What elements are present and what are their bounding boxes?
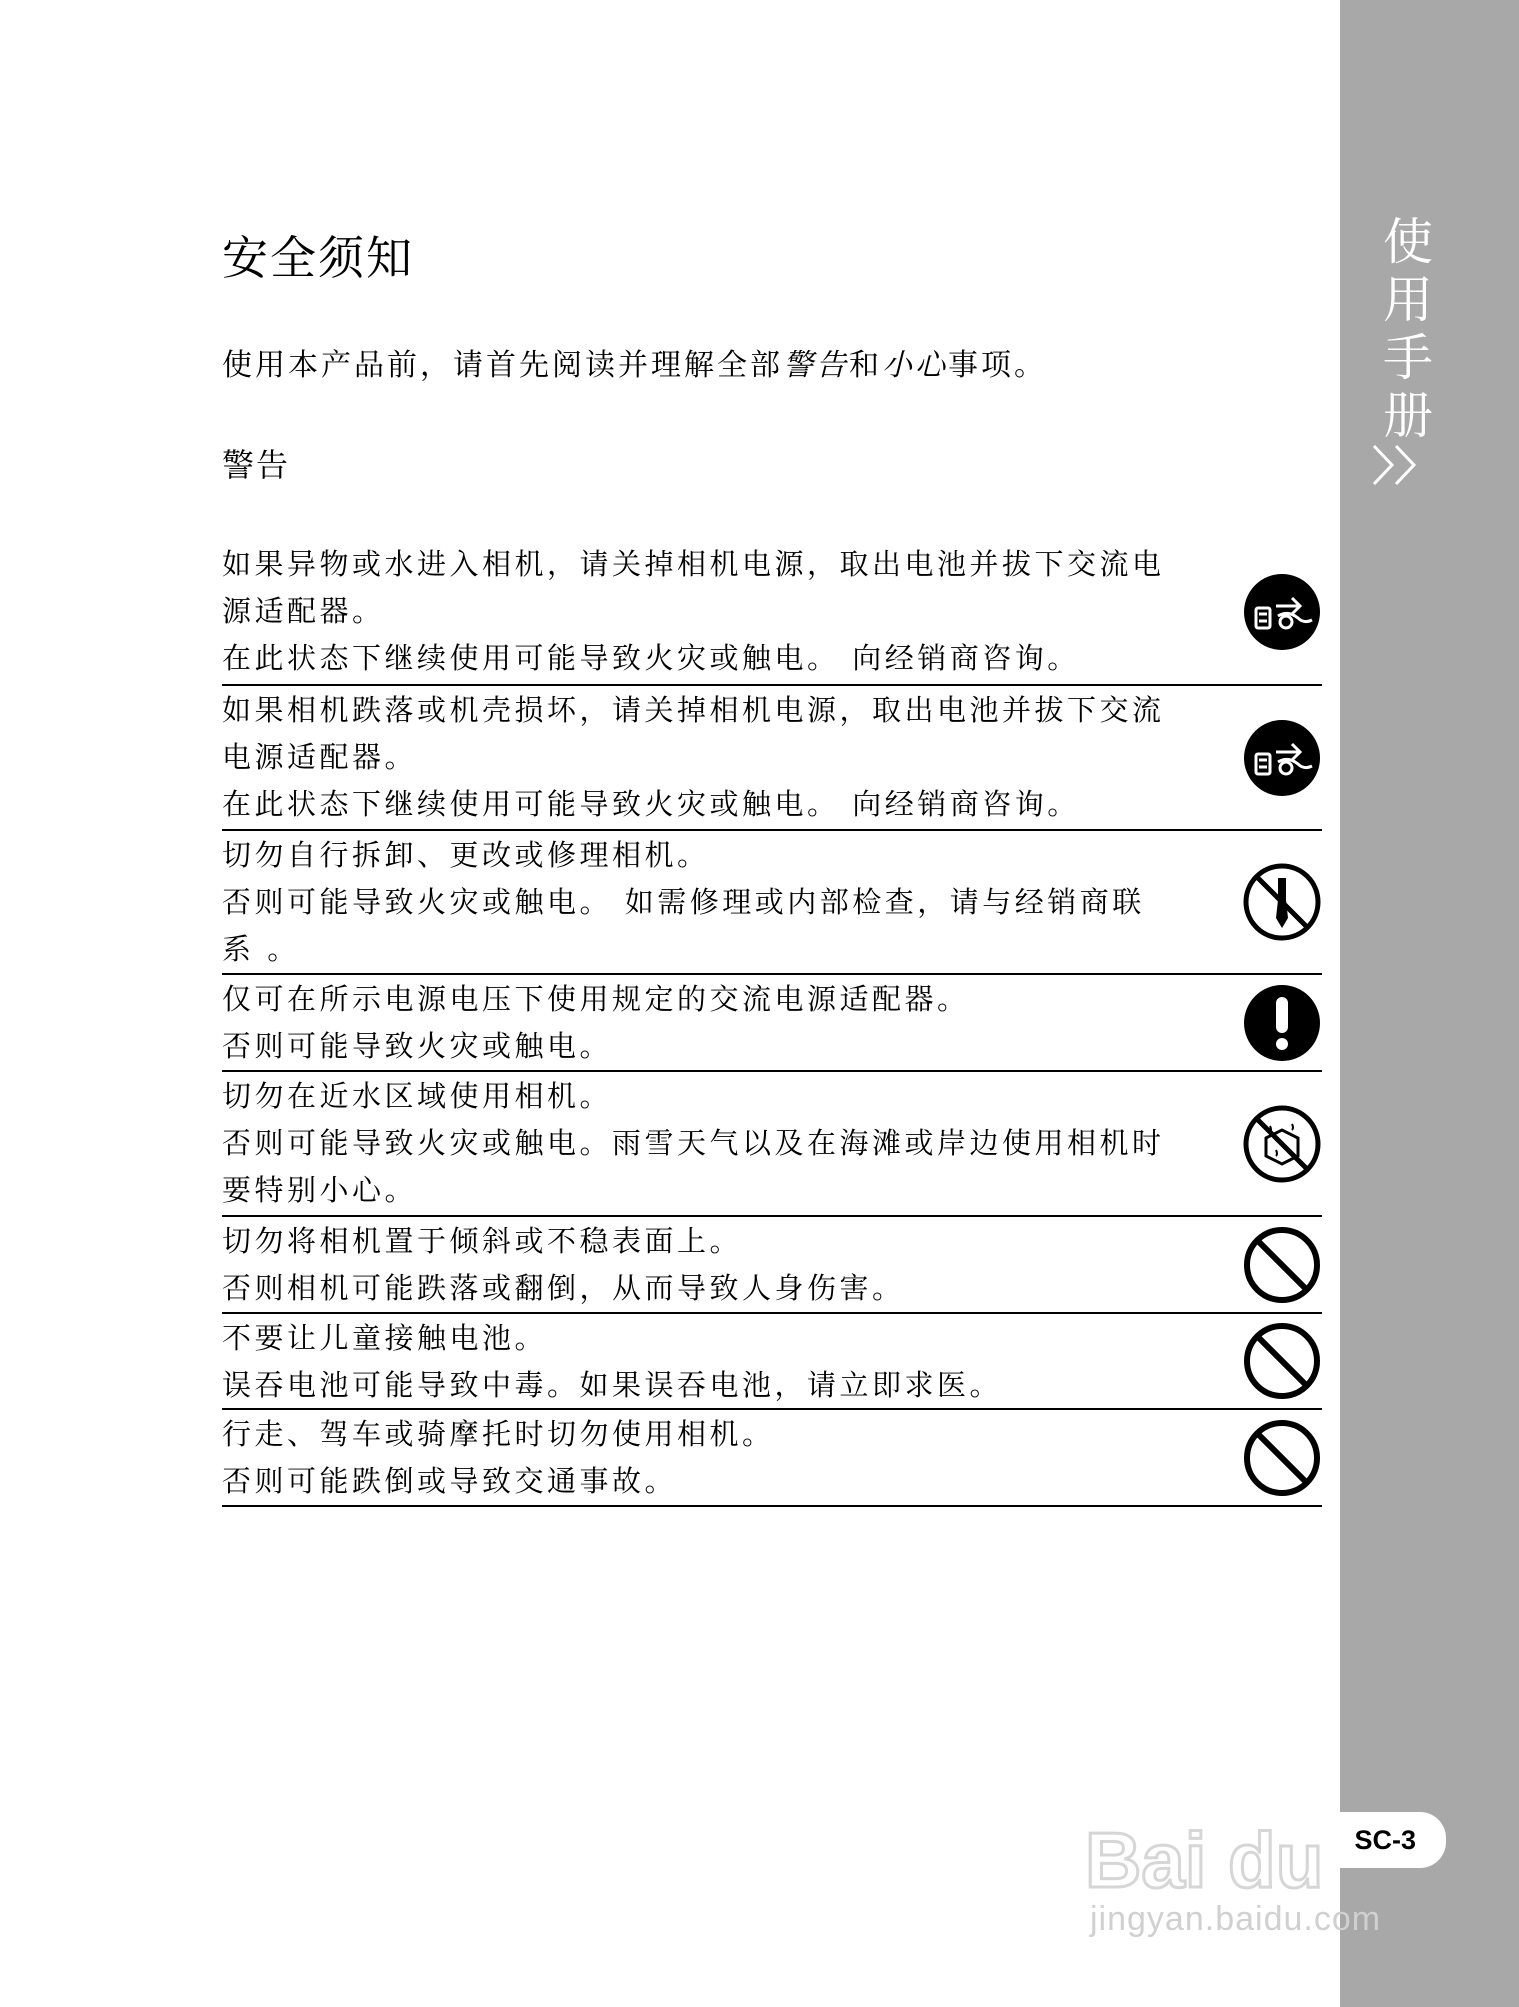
warning-row: [222, 1314, 1322, 1410]
warning-line: 在此状态下继续使用可能导致火灾或触电。 向经销商咨询。: [222, 787, 1080, 821]
warning-line: 否则可能跌倒或导致交通事故。: [222, 1464, 678, 1498]
warning-line: 电源适配器。: [222, 740, 418, 774]
warning-text: [222, 1410, 1222, 1505]
warning-line: 切勿在近水区域使用相机。: [222, 1079, 613, 1113]
double-chevron-right-icon: [1370, 440, 1422, 490]
intro-warn-word: 警告: [783, 348, 849, 383]
warnings-table: [222, 540, 1322, 1507]
no-water-icon: [1242, 1104, 1322, 1184]
warning-line: 切勿自行拆卸、更改或修理相机。: [222, 838, 710, 872]
unplug-icon: [1242, 572, 1322, 652]
watermark-url: jingyan.baidu.com: [1090, 1900, 1382, 1938]
warning-row: [222, 831, 1322, 975]
warning-row: [222, 686, 1322, 831]
warning-line: 如果异物或水进入相机，请关掉相机电源，取出电池并拔下交流电: [222, 547, 1165, 581]
watermark-logo: Bai du: [1085, 1816, 1324, 1904]
exclamation-icon: [1242, 983, 1322, 1063]
warning-line: 误吞电池可能导致中毒。如果误吞电池，请立即求医。: [222, 1368, 1003, 1402]
page-title: 安全须知: [222, 231, 414, 285]
warning-text: [222, 1314, 1222, 1409]
warning-text: [222, 1072, 1222, 1214]
warning-row: [222, 1410, 1322, 1507]
warning-line: 行走、驾车或骑摩托时切勿使用相机。: [222, 1417, 775, 1451]
intro-text: [222, 340, 1047, 384]
prohibited-icon: [1242, 1321, 1322, 1401]
warning-line: 否则可能导致火灾或触电。 如需修理或内部检查，请与经销商联: [222, 885, 1145, 919]
warning-row: [222, 1072, 1322, 1217]
intro-mid: 和: [849, 348, 882, 383]
intro-before: 使用本产品前，请首先阅读并理解全部: [222, 348, 783, 383]
warning-text: [222, 1217, 1222, 1312]
unplug-icon: [1242, 718, 1322, 798]
warning-text: [222, 540, 1222, 682]
prohibited-icon: [1242, 1225, 1322, 1305]
warning-row: [222, 540, 1322, 686]
warning-line: 要特别小心。: [222, 1173, 418, 1207]
warning-line: 仅可在所示电源电压下使用规定的交流电源适配器。: [222, 982, 970, 1016]
warning-line: 在此状态下继续使用可能导致火灾或触电。 向经销商咨询。: [222, 641, 1080, 675]
warning-line: 切勿将相机置于倾斜或不稳表面上。: [222, 1224, 743, 1258]
page-number: SC-3: [1320, 1812, 1446, 1868]
warning-line: 源适配器。: [222, 594, 385, 628]
warning-text: [222, 831, 1222, 973]
warning-line: 系 。: [222, 932, 300, 966]
warning-row: [222, 975, 1322, 1072]
prohibited-icon: [1242, 1418, 1322, 1498]
intro-after: 事项。: [948, 348, 1047, 383]
sidebar-label: 使用手册: [1375, 215, 1433, 447]
warning-line: 否则可能导致火灾或触电。: [222, 1029, 613, 1063]
no-disassembly-icon: [1242, 862, 1322, 942]
warning-text: [222, 975, 1222, 1070]
warning-line: 不要让儿童接触电池。: [222, 1321, 548, 1355]
warning-line: 否则可能导致火灾或触电。雨雪天气以及在海滩或岸边使用相机时: [222, 1126, 1165, 1160]
warning-line: 如果相机跌落或机壳损坏，请关掉相机电源，取出电池并拔下交流: [222, 693, 1165, 727]
warning-line: 否则相机可能跌落或翻倒，从而导致人身伤害。: [222, 1271, 905, 1305]
section-heading: 警告: [222, 446, 291, 484]
intro-caution-word: 小心: [882, 348, 948, 383]
warning-row: [222, 1217, 1322, 1314]
warning-text: [222, 686, 1222, 828]
